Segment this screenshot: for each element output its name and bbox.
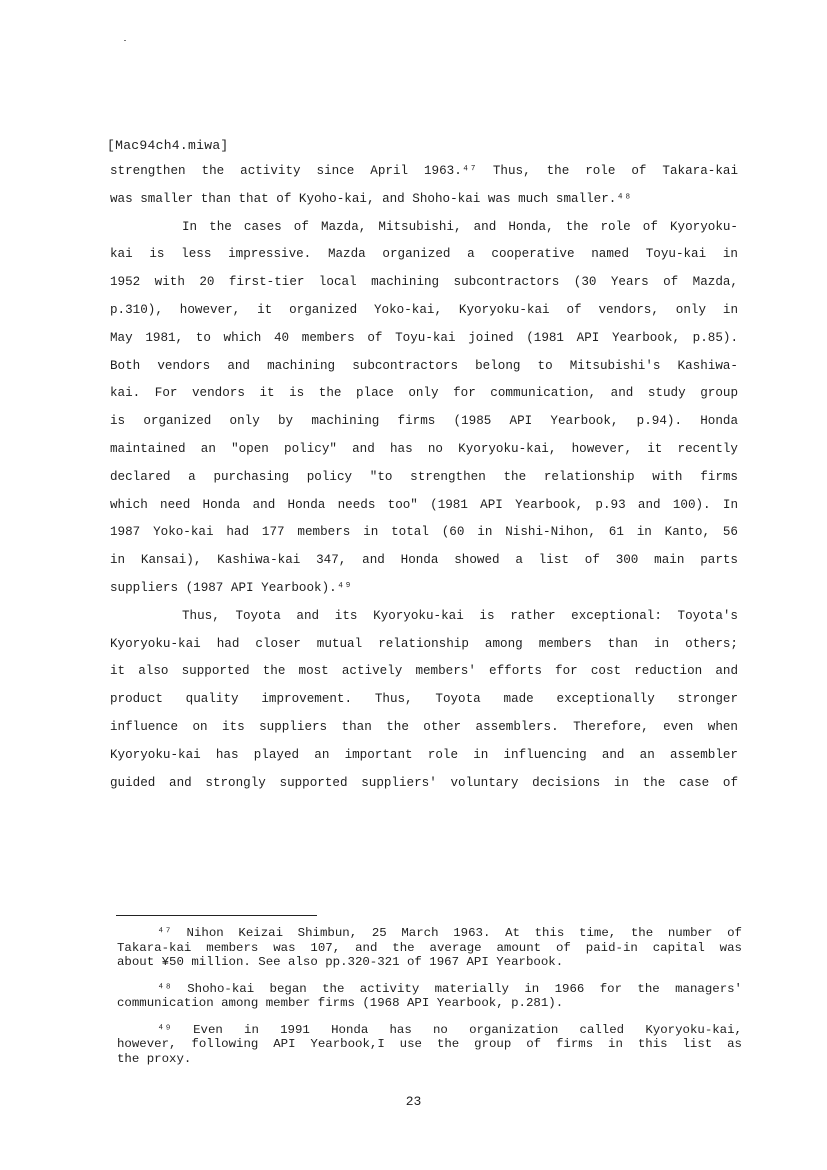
body-line: 1952 with 20 first-tier local machining subcontractors (30 Years of Mazda, — [110, 275, 738, 290]
body-line: Both vendors and machining subcontractors belong to Mitsubishi's Kashiwa- — [110, 358, 738, 373]
body-line: 1987 Yoko-kai had 177 members in total (60 in Nishi-Nihon, 61 in Kanto, 56 — [110, 525, 738, 540]
footnote-line: ⁴⁸ Shoho-kai began the activity materially in 1966 for the managers' — [157, 981, 742, 996]
page-number: 23 — [405, 1094, 422, 1109]
footnote-47 — [117, 926, 742, 970]
footnote-line: ⁴⁹ Even in 1991 Honda has no organization called Kyoryoku-kai, — [157, 1022, 742, 1037]
footnotes — [117, 926, 742, 1078]
body-line: was smaller than that of Kyoho-kai, and Shoho-kai was much smaller.⁴⁸ — [110, 191, 632, 206]
body-line: kai. For vendors it is the place only for communication, and study group — [110, 386, 738, 401]
body-line: influence on its suppliers than the other assemblers. Therefore, even when — [110, 719, 738, 734]
body-line: product quality improvement. Thus, Toyota made exceptionally stronger — [110, 692, 738, 707]
body-line: In the cases of Mazda, Mitsubishi, and Honda, the role of Kyoryoku- — [182, 219, 738, 234]
footnote-49 — [117, 1023, 742, 1067]
footnote-line: about ¥50 million. See also pp.320-321 of 1967 API Yearbook. — [117, 955, 564, 969]
body-line: May 1981, to which 40 members of Toyu-kai joined (1981 API Yearbook, p.85). — [110, 330, 738, 345]
body-line: suppliers (1987 API Yearbook).⁴⁹ — [110, 580, 352, 595]
footnote-48 — [117, 982, 742, 1011]
body-text — [110, 158, 738, 797]
body-line: Kyoryoku-kai had closer mutual relationship among members than in others; — [110, 636, 738, 651]
scan-speck — [124, 40, 126, 41]
body-line: kai is less impressive. Mazda organized a cooperative named Toyu-kai in — [110, 247, 738, 262]
file-label: [Mac94ch4.miwa] — [107, 138, 229, 153]
body-line: maintained an "open policy" and has no Kyoryoku-kai, however, it recently — [110, 441, 738, 456]
footnote-line: communication among member firms (1968 API Yearbook, p.281). — [117, 996, 564, 1010]
body-line: is organized only by machining firms (1985 API Yearbook, p.94). Honda — [110, 414, 738, 429]
footnote-divider — [116, 915, 317, 916]
body-line: guided and strongly supported suppliers' voluntary decisions in the case of — [110, 775, 738, 790]
body-line: Kyoryoku-kai has played an important role in influencing and an assembler — [110, 747, 738, 762]
footnote-line: the proxy. — [117, 1051, 192, 1066]
body-line: in Kansai), Kashiwa-kai 347, and Honda showed a list of 300 main parts — [110, 553, 738, 568]
footnote-line: ⁴⁷ Nihon Keizai Shimbun, 25 March 1963. At this time, the number of — [157, 926, 742, 940]
body-line: which need Honda and Honda needs too" (1981 API Yearbook, p.93 and 100). In — [110, 497, 738, 512]
body-line: declared a purchasing policy "to strengthen the relationship with firms — [110, 469, 738, 484]
body-line: p.310), however, it organized Yoko-kai, Kyoryoku-kai of vendors, only in — [110, 302, 738, 317]
footnote-line: Takara-kai members was 107, and the average amount of paid-in capital was — [117, 940, 742, 955]
body-line: Thus, Toyota and its Kyoryoku-kai is rather exceptional: Toyota's — [182, 608, 738, 623]
footnote-line: however, following API Yearbook,I use the group of firms in this list as — [117, 1037, 742, 1051]
body-line: it also supported the most actively members' efforts for cost reduction and — [110, 664, 738, 679]
body-line: strengthen the activity since April 1963.⁴⁷ Thus, the role of Takara-kai — [110, 164, 738, 178]
